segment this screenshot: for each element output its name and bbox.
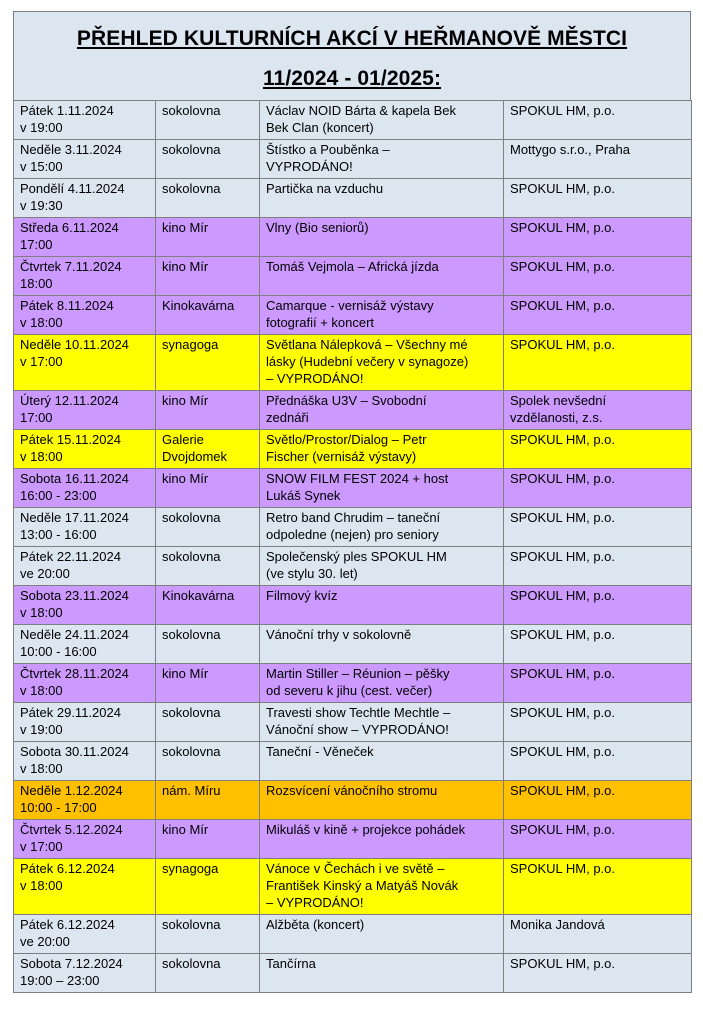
event-date-line: ve 20:00 (20, 934, 70, 949)
event-venue-line: sokolovna (162, 627, 221, 642)
event-name-line: od severu k jihu (cest. večer) (266, 683, 433, 698)
event-date-line: Neděle 3.11.2024 (20, 142, 122, 157)
event-date-line: 19:00 – 23:00 (20, 973, 100, 988)
event-venue-cell (156, 140, 260, 179)
event-name-line: Světlo/Prostor/Dialog – Petr (266, 432, 427, 447)
event-venue-cell (156, 586, 260, 625)
event-organizer-cell (504, 781, 692, 820)
event-organizer-line: SPOKUL HM, p.o. (510, 861, 615, 876)
event-venue-line: nám. Míru (162, 783, 221, 798)
event-name-line: Tančírna (266, 956, 316, 971)
event-venue-line: kino Mír (162, 393, 209, 408)
event-date-cell (14, 430, 156, 469)
events-sheet (13, 11, 691, 993)
event-date-line: Pátek 8.11.2024 (20, 298, 114, 313)
event-name-cell (260, 954, 504, 993)
event-venue-line: Kinokavárna (162, 298, 235, 313)
event-organizer-line: Mottygo s.r.o., Praha (510, 142, 630, 157)
event-row (14, 547, 692, 586)
page-header (13, 11, 691, 101)
event-date-cell (14, 101, 156, 140)
event-date-line: Neděle 1.12.2024 (20, 783, 123, 798)
event-date-line: 16:00 - 23:00 (20, 488, 97, 503)
event-name-line: Alžběta (koncert) (266, 917, 365, 932)
event-name-line: Vánoční trhy v sokolovně (266, 627, 412, 642)
event-name-line: Vánoce v Čechách i ve světě – (266, 861, 445, 876)
event-venue-line: sokolovna (162, 181, 221, 196)
event-name-cell (260, 859, 504, 915)
event-date-line: v 19:00 (20, 722, 63, 737)
event-date-cell (14, 508, 156, 547)
event-venue-cell (156, 179, 260, 218)
event-venue-cell (156, 469, 260, 508)
event-name-line: Světlana Nálepková – Všechny mé (266, 337, 468, 352)
event-row (14, 508, 692, 547)
event-name-cell (260, 296, 504, 335)
event-venue-line: sokolovna (162, 744, 221, 759)
event-venue-cell (156, 218, 260, 257)
event-organizer-line: Monika Jandová (510, 917, 605, 932)
event-date-line: Pátek 22.11.2024 (20, 549, 121, 564)
event-venue-line: sokolovna (162, 705, 221, 720)
event-venue-cell (156, 859, 260, 915)
event-venue-cell (156, 101, 260, 140)
event-organizer-cell (504, 547, 692, 586)
event-date-line: Neděle 10.11.2024 (20, 337, 129, 352)
event-date-line: 17:00 (20, 237, 53, 252)
event-organizer-cell (504, 742, 692, 781)
event-venue-cell (156, 625, 260, 664)
event-organizer-line: SPOKUL HM, p.o. (510, 298, 615, 313)
event-venue-cell (156, 296, 260, 335)
event-row (14, 140, 692, 179)
event-date-cell (14, 954, 156, 993)
event-name-cell (260, 140, 504, 179)
event-row (14, 218, 692, 257)
event-name-line: Travesti show Techtle Mechtle – (266, 705, 451, 720)
event-date-line: v 17:00 (20, 354, 63, 369)
event-venue-cell (156, 703, 260, 742)
event-date-line: v 19:30 (20, 198, 63, 213)
event-organizer-cell (504, 140, 692, 179)
event-venue-cell (156, 335, 260, 391)
event-venue-line: kino Mír (162, 220, 209, 235)
event-date-cell (14, 391, 156, 430)
event-name-line: Vlny (Bio seniorů) (266, 220, 369, 235)
event-name-cell (260, 742, 504, 781)
event-date-line: v 17:00 (20, 839, 63, 854)
event-date-cell (14, 742, 156, 781)
event-venue-cell (156, 391, 260, 430)
event-name-cell (260, 469, 504, 508)
event-date-line: v 18:00 (20, 878, 63, 893)
event-row (14, 296, 692, 335)
event-date-line: Pátek 6.12.2024 (20, 861, 115, 876)
event-name-line: – VYPRODÁNO! (266, 895, 364, 910)
event-row (14, 625, 692, 664)
event-date-cell (14, 257, 156, 296)
event-venue-line: sokolovna (162, 956, 221, 971)
event-organizer-cell (504, 664, 692, 703)
event-name-line: Filmový kvíz (266, 588, 338, 603)
event-venue-line: sokolovna (162, 549, 221, 564)
event-date-cell (14, 664, 156, 703)
event-organizer-line: SPOKUL HM, p.o. (510, 744, 615, 759)
event-date-line: Pátek 1.11.2024 (20, 103, 114, 118)
event-date-line: Neděle 17.11.2024 (20, 510, 129, 525)
event-name-cell (260, 703, 504, 742)
event-name-line: Václav NOID Bárta & kapela Bek (266, 103, 457, 118)
event-date-cell (14, 296, 156, 335)
event-date-line: Pátek 29.11.2024 (20, 705, 121, 720)
event-date-cell (14, 218, 156, 257)
event-date-line: Úterý 12.11.2024 (20, 393, 119, 408)
event-name-line: Rozsvícení vánočního stromu (266, 783, 438, 798)
event-date-cell (14, 859, 156, 915)
event-venue-line: synagoga (162, 337, 219, 352)
event-date-cell (14, 335, 156, 391)
event-organizer-line: Spolek nevšední (510, 393, 607, 408)
event-date-line: Sobota 16.11.2024 (20, 471, 129, 486)
event-organizer-cell (504, 335, 692, 391)
event-date-line: Pátek 6.12.2024 (20, 917, 115, 932)
event-name-cell (260, 218, 504, 257)
event-date-line: 10:00 - 16:00 (20, 644, 97, 659)
event-organizer-cell (504, 101, 692, 140)
event-name-line: Vánoční show – VYPRODÁNO! (266, 722, 449, 737)
event-date-line: 17:00 (20, 410, 53, 425)
event-name-line: Camarque - vernisáž výstavy (266, 298, 434, 313)
event-venue-line: kino Mír (162, 259, 209, 274)
event-venue-cell (156, 954, 260, 993)
event-name-cell (260, 391, 504, 430)
event-organizer-cell (504, 391, 692, 430)
event-organizer-line: SPOKUL HM, p.o. (510, 822, 615, 837)
event-date-cell (14, 703, 156, 742)
event-name-cell (260, 335, 504, 391)
event-name-line: – VYPRODÁNO! (266, 371, 364, 386)
event-row (14, 859, 692, 915)
event-date-cell (14, 781, 156, 820)
event-date-line: v 18:00 (20, 605, 63, 620)
event-date-line: Pondělí 4.11.2024 (20, 181, 125, 196)
event-organizer-cell (504, 915, 692, 954)
event-organizer-line: SPOKUL HM, p.o. (510, 627, 615, 642)
event-organizer-cell (504, 820, 692, 859)
event-organizer-cell (504, 703, 692, 742)
event-date-line: 10:00 - 17:00 (20, 800, 97, 815)
event-date-line: Pátek 15.11.2024 (20, 432, 121, 447)
event-name-line: František Kinský a Matyáš Novák (266, 878, 459, 893)
events-table (13, 100, 692, 993)
event-organizer-line: SPOKUL HM, p.o. (510, 220, 615, 235)
event-name-line: lásky (Hudební večery v synagoze) (266, 354, 469, 369)
event-organizer-line: SPOKUL HM, p.o. (510, 666, 615, 681)
event-organizer-line: SPOKUL HM, p.o. (510, 956, 615, 971)
event-name-cell (260, 915, 504, 954)
event-date-cell (14, 915, 156, 954)
event-organizer-line: SPOKUL HM, p.o. (510, 705, 615, 720)
event-date-cell (14, 179, 156, 218)
event-organizer-line: SPOKUL HM, p.o. (510, 510, 615, 525)
event-venue-cell (156, 430, 260, 469)
event-date-line: Čtvrtek 5.12.2024 (20, 822, 123, 837)
event-organizer-cell (504, 218, 692, 257)
event-date-line: Sobota 30.11.2024 (20, 744, 129, 759)
event-date-line: Sobota 23.11.2024 (20, 588, 129, 603)
event-date-line: ve 20:00 (20, 566, 70, 581)
event-date-cell (14, 820, 156, 859)
event-row (14, 101, 692, 140)
event-date-line: Středa 6.11.2024 (20, 220, 119, 235)
event-venue-cell (156, 257, 260, 296)
event-organizer-cell (504, 859, 692, 915)
event-date-line: v 19:00 (20, 120, 63, 135)
event-name-cell (260, 257, 504, 296)
event-venue-line: sokolovna (162, 917, 221, 932)
event-name-line: Mikuláš v kině + projekce pohádek (266, 822, 466, 837)
event-date-line: v 18:00 (20, 449, 63, 464)
event-venue-line: kino Mír (162, 666, 209, 681)
event-organizer-line: vzdělanosti, z.s. (510, 410, 603, 425)
event-organizer-cell (504, 430, 692, 469)
event-row (14, 257, 692, 296)
event-organizer-line: SPOKUL HM, p.o. (510, 259, 615, 274)
event-venue-cell (156, 820, 260, 859)
event-row (14, 179, 692, 218)
event-venue-line: sokolovna (162, 142, 221, 157)
event-venue-cell (156, 547, 260, 586)
event-row (14, 586, 692, 625)
event-venue-cell (156, 742, 260, 781)
event-name-cell (260, 664, 504, 703)
event-organizer-line: SPOKUL HM, p.o. (510, 103, 615, 118)
event-date-line: 13:00 - 16:00 (20, 527, 97, 542)
event-date-cell (14, 586, 156, 625)
event-name-line: Retro band Chrudim – taneční (266, 510, 441, 525)
event-name-cell (260, 430, 504, 469)
event-organizer-cell (504, 625, 692, 664)
event-row (14, 664, 692, 703)
event-row (14, 335, 692, 391)
event-venue-cell (156, 508, 260, 547)
event-name-cell (260, 101, 504, 140)
event-organizer-cell (504, 586, 692, 625)
event-name-line: (ve stylu 30. let) (266, 566, 358, 581)
event-venue-cell (156, 781, 260, 820)
event-organizer-line: SPOKUL HM, p.o. (510, 337, 615, 352)
event-row (14, 820, 692, 859)
event-date-line: Sobota 7.12.2024 (20, 956, 123, 971)
event-name-cell (260, 179, 504, 218)
page-subtitle-period: 11/2024 - 01/2025: (262, 67, 442, 90)
event-name-line: Štístko a Pouběnka – (266, 142, 390, 157)
event-venue-line: Galerie (162, 432, 204, 447)
event-name-line: odpoledne (nejen) pro seniory (266, 527, 439, 542)
event-name-line: Přednáška U3V – Svobodní (266, 393, 427, 408)
event-organizer-cell (504, 508, 692, 547)
event-venue-line: sokolovna (162, 103, 221, 118)
event-date-cell (14, 469, 156, 508)
event-venue-line: kino Mír (162, 822, 209, 837)
event-name-cell (260, 781, 504, 820)
event-name-line: VYPRODÁNO! (266, 159, 353, 174)
event-organizer-line: SPOKUL HM, p.o. (510, 471, 615, 486)
event-date-line: Neděle 24.11.2024 (20, 627, 129, 642)
event-row (14, 703, 692, 742)
event-venue-line: Kinokavárna (162, 588, 235, 603)
event-organizer-line: SPOKUL HM, p.o. (510, 783, 615, 798)
event-date-cell (14, 547, 156, 586)
event-venue-line: synagoga (162, 861, 219, 876)
event-date-line: v 15:00 (20, 159, 63, 174)
event-venue-line: Dvojdomek (162, 449, 228, 464)
event-name-line: SNOW FILM FEST 2024 + host (266, 471, 449, 486)
event-organizer-cell (504, 954, 692, 993)
event-date-cell (14, 625, 156, 664)
event-name-line: Bek Clan (koncert) (266, 120, 374, 135)
event-name-line: Taneční - Věneček (266, 744, 374, 759)
event-organizer-line: SPOKUL HM, p.o. (510, 181, 615, 196)
event-name-cell (260, 547, 504, 586)
event-date-line: 18:00 (20, 276, 53, 291)
event-date-line: Čtvrtek 7.11.2024 (20, 259, 122, 274)
event-name-line: Martin Stiller – Réunion – pěšky (266, 666, 450, 681)
event-date-cell (14, 140, 156, 179)
event-venue-cell (156, 664, 260, 703)
event-organizer-line: SPOKUL HM, p.o. (510, 432, 615, 447)
event-name-line: Partička na vzduchu (266, 181, 384, 196)
event-name-cell (260, 625, 504, 664)
event-organizer-cell (504, 469, 692, 508)
event-name-line: Fischer (vernisáž výstavy) (266, 449, 417, 464)
event-date-line: v 18:00 (20, 315, 63, 330)
event-row (14, 915, 692, 954)
event-name-line: Lukáš Synek (266, 488, 341, 503)
event-name-cell (260, 820, 504, 859)
event-organizer-cell (504, 179, 692, 218)
event-row (14, 469, 692, 508)
event-name-cell (260, 508, 504, 547)
event-name-line: zednáři (266, 410, 309, 425)
event-venue-cell (156, 915, 260, 954)
event-date-line: Čtvrtek 28.11.2024 (20, 666, 129, 681)
event-row (14, 391, 692, 430)
event-row (14, 430, 692, 469)
event-organizer-line: SPOKUL HM, p.o. (510, 588, 615, 603)
event-name-line: Společenský ples SPOKUL HM (266, 549, 447, 564)
event-date-line: v 18:00 (20, 683, 63, 698)
page-title: PŘEHLED KULTURNÍCH AKCÍ V HEŘMANOVĚ MĚSTCI (76, 27, 628, 50)
event-name-line: fotografií + koncert (266, 315, 375, 330)
event-name-cell (260, 586, 504, 625)
event-name-line: Tomáš Vejmola – Africká jízda (266, 259, 439, 274)
event-organizer-cell (504, 296, 692, 335)
event-organizer-cell (504, 257, 692, 296)
event-date-line: v 18:00 (20, 761, 63, 776)
event-row (14, 781, 692, 820)
event-venue-line: sokolovna (162, 510, 221, 525)
event-venue-line: kino Mír (162, 471, 209, 486)
event-organizer-line: SPOKUL HM, p.o. (510, 549, 615, 564)
event-row (14, 742, 692, 781)
event-row (14, 954, 692, 993)
